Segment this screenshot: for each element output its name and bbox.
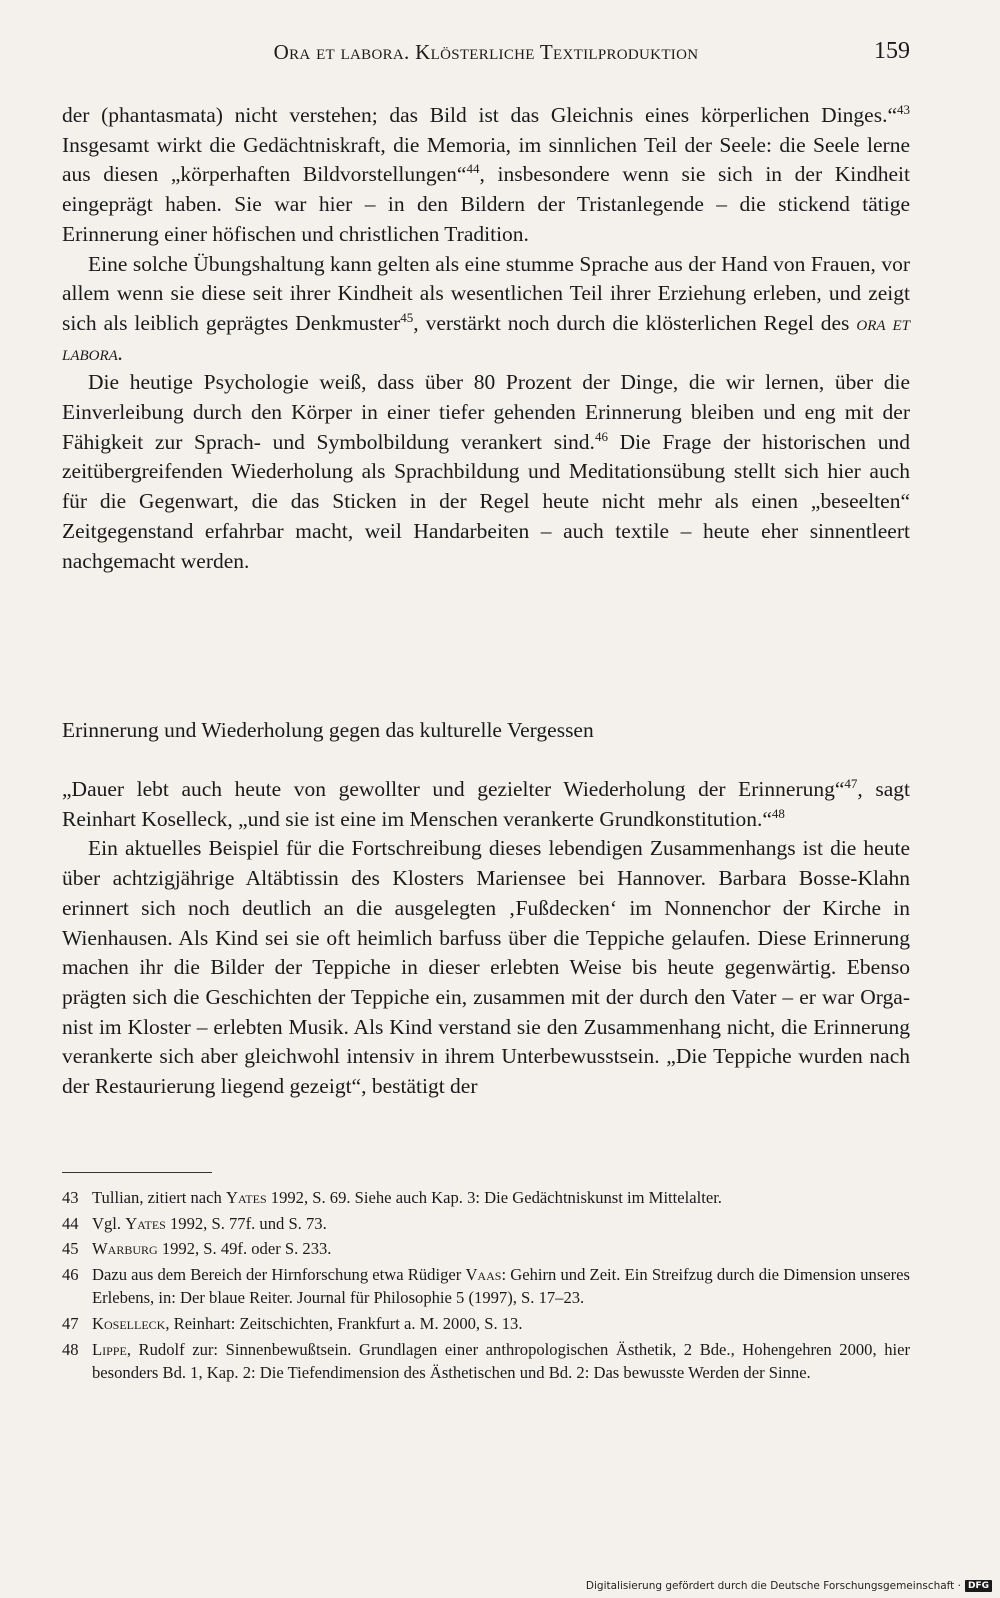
paragraph-3 [62,368,910,576]
running-head [62,40,910,74]
footnote-number: 45 [62,1239,79,1259]
footnote-number: 47 [62,1313,79,1333]
footnote-ref-48: 48 [771,805,785,821]
footnote-author: Warburg [92,1239,158,1259]
footnote-43 [62,1186,910,1210]
footnote-author: Lippe [92,1339,127,1359]
body-text-bottom [62,775,910,1102]
paragraph-3-text-a: Die heutige Psychologie weiß, dass über 80 Prozent der Dinge, die wir lernen, über die Einverleibung durch den Körper in einer tiefer gehenden Erinnerung bleiben und eng mit der Fähigkeit zur Sprach- und Symbolbildung verankert sind. [62,370,910,454]
footnote-text: Tullian, zitiert nach [92,1188,226,1207]
footnotes [62,1186,910,1387]
footnote-text: 1992, S. 49f. oder S. 233. [157,1239,332,1259]
footnote-48 [62,1338,910,1385]
paragraph-1-text-b: Insgesamt wirkt die Gedächtniskraft, die Memoria, im sinnlichen Teil der Seele: die Seele lerne aus diesen „körperhaften Bildvorstellungen“ [62,132,910,187]
paragraph-4-text-b: , sagt Reinhart Koselleck, „und sie ist eine im Menschen verankerte Grundkonstitution.“ [62,777,910,831]
footnote-author: Vaas [465,1264,502,1284]
footnote-author: Koselleck [92,1313,166,1333]
digitization-credit [586,1580,992,1592]
paragraph-2-text-b: , verstärkt noch durch die klösterlichen Regel des [413,310,857,335]
body-text-top [62,101,910,576]
footnote-text: Dazu aus dem Bereich der Hirnforschung etwa Rüdiger [92,1264,466,1284]
paragraph-4 [62,775,910,834]
footnote-ref-46: 46 [594,428,608,444]
paragraph-2-text-a: Eine solche Übungshaltung kann gelten als eine stumme Sprache aus der Hand von Frauen, vor allem wenn sie diese seit ihrer Kindheit als wesentlichen Teil ihrer Erziehung erleben, und zeigt sich als leiblich geprägtes Denkmuster [62,251,910,335]
footnote-45 [62,1237,910,1261]
footnote-44 [62,1212,910,1236]
footnote-text: , Reinhart: Zeitschichten, Frankfurt a. M. 2000, S. 13. [165,1313,523,1333]
footnote-47 [62,1312,910,1336]
footnote-number: 46 [62,1264,79,1284]
footnote-number: 48 [62,1339,79,1359]
footnote-ref-43: 43 [897,101,910,117]
footnote-text: 1992, S. 69. Siehe auch Kap. 3: Die Gedächtniskunst im Mittelalter. [266,1188,722,1207]
footnote-text: , Rudolf zur: Sinnenbewußtsein. Grundlagen einer anthropologischen Ästhetik, 2 Bde., Hohengehren 2000, hier besonders Bd. 1, Kap. 2: Die Tiefendimension des Ästhetischen und Bd. 2: Das bewusste Werden der Sinne. [92,1339,910,1383]
ora-et-labora-emphasis: ora et labora. [62,310,910,365]
paragraph-3-text-b: Die Frage der historischen und zeitübergreifenden Wiederholung als Sprachbildung und Meditationsübung stellt sich hier auch für die Gegenwart, die das Sticken in der Regel heute nicht mehr als einen „beseelten“ Zeitgegenstand erfahrbar macht, weil Handarbeiten – auch textile – heute eher sinnentleert nachgemacht werden. [62,429,911,573]
paragraph-5 [62,834,910,1101]
footnote-46 [62,1263,910,1310]
footnote-author: Yates [225,1188,267,1207]
footnote-ref-47: 47 [844,775,858,791]
footnote-ref-44: 44 [466,161,480,177]
section-heading: Erinnerung und Wiederholung gegen das kulturelle Vergessen [62,718,594,742]
footnote-text: : Gehirn und Zeit. Ein Streifzug durch die Dimension unseres Erlebens, in: Der blaue Reiter. Journal für Philosophie 5 (1997), S. 17–23. [92,1264,910,1308]
dfg-logo-icon: DFG [965,1580,992,1592]
paragraph-1-text-a: der (phantasmata) nicht verstehen; das Bild ist das Gleichnis eines körperlichen Dinges.“ [62,103,897,127]
footnote-divider [62,1172,212,1173]
footnote-ref-45: 45 [400,309,414,325]
footnote-text: Vgl. [92,1213,126,1233]
paragraph-1-text-c: , insbesondere wenn sie sich in der Kindheit eingeprägt haben. Sie war hier – in den Bildern der Tristanlegende – die stickend tätige Erinnerung einer höfischen und christlichen Tradition. [62,162,910,246]
footnote-number: 44 [62,1213,79,1233]
footnote-text: 1992, S. 77f. und S. 73. [165,1213,327,1233]
page-number: 159 [874,38,910,64]
paragraph-2 [62,250,910,369]
paragraph-5-text: Ein aktuelles Beispiel für die Fortschreibung dieses lebendigen Zusammenhangs ist die heute über achtzigjährige Altäbtissin des Klosters Mariensee bei Hannover. Barbara Bosse-Klahn erinnert sich noch deutlich an die ausgelegten ‚Fußdecken‘ im Nonnenchor der Kirche in Wienhausen. Als Kind sei sie oft heimlich barfuss über die Teppiche gelaufen. Diese Erinnerung machen ihr die Bilder der Teppiche in dieser erlebten Weise bis heute gegenwärtig. Ebenso prägten sich die Geschichten der Teppiche ein, zusammen mit der durch den Vater – er war Organist im Kloster – erlebten Musik. Als Kind verstand sie den Zusammenhang nicht, die Erinnerung verankerte sich aber gleichwohl intensiv in ihrem Unterbewusstsein. „Die Teppiche wurden nach der Restaurierung liegend gezeigt“, bestätigt der [62,836,910,1099]
paragraph-4-text-a: „Dauer lebt auch heute von gewollter und gezielter Wiederholung der Erinnerung“ [62,777,845,801]
footnote-number: 43 [62,1188,79,1207]
credit-text: Digitalisierung gefördert durch die Deutsche Forschungsgemeinschaft · [585,1580,961,1592]
footnote-author: Yates [125,1213,166,1233]
running-title: Ora et labora. Klösterliche Textilproduktion [273,40,699,64]
paragraph-1 [62,101,910,250]
